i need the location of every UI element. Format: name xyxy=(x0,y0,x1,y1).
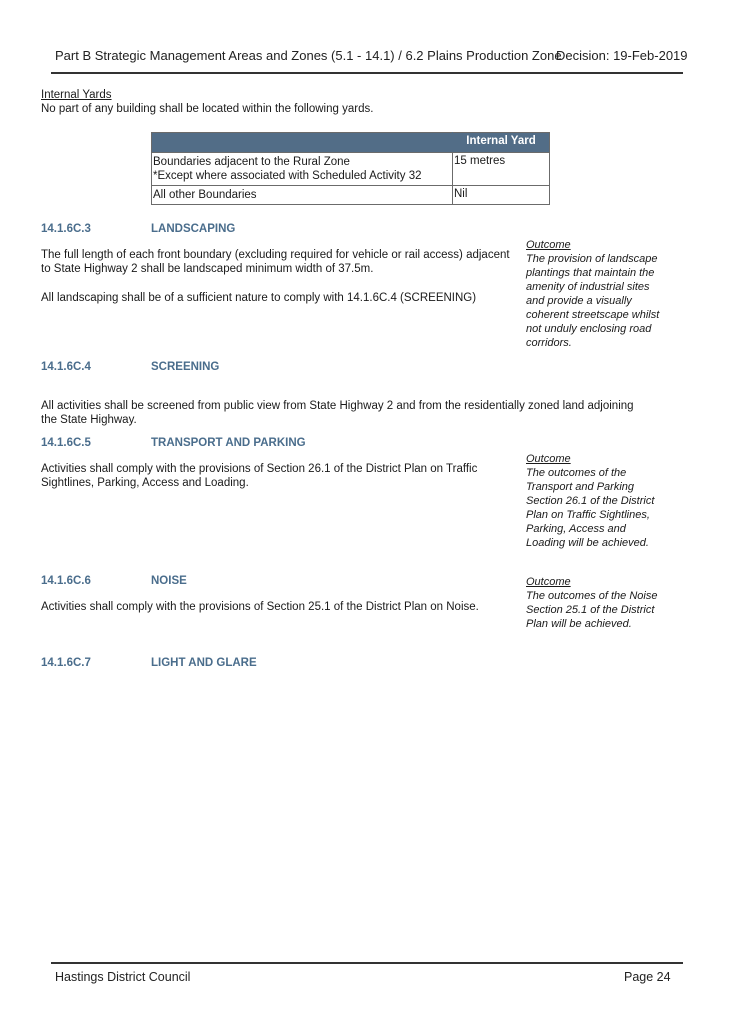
section-id-light: 14.1.6C.7 xyxy=(41,657,91,669)
transport-outcome xyxy=(526,452,666,550)
header-decision-date: Decision: 19-Feb-2019 xyxy=(556,48,688,63)
table-column-header: Internal Yard xyxy=(453,133,550,153)
screening-paragraph-1: All activities shall be screened from public view from State Highway 2 and from the residentially zoned land adjoining the State Highway. xyxy=(41,400,634,426)
internal-yards-table xyxy=(151,132,550,205)
table-cell-boundary: All other Boundaries xyxy=(152,186,453,205)
header-title: Part B Strategic Management Areas and Zones (5.1 - 14.1) / 6.2 Plains Production Zone xyxy=(55,48,562,63)
table-cell-value: Nil xyxy=(453,186,550,205)
outcome-text: The provision of landscape plantings that maintain the amenity of industrial sites and provide a visually coherent streetscape whilst not unduly enclosing road corridors. xyxy=(526,253,660,349)
table-header-blank xyxy=(152,133,453,153)
landscaping-paragraph-1: The full length of each front boundary (excluding required for vehicle or rail access) adjacent to State Highway 2 shall be landscaped minimum width of 37.5m. xyxy=(41,249,510,275)
section-title-noise: NOISE xyxy=(151,575,187,587)
noise-outcome xyxy=(526,575,666,631)
section-id-noise: 14.1.6C.6 xyxy=(41,575,91,587)
table-cell-line: *Except where associated with Scheduled Activity 32 xyxy=(153,170,422,182)
outcome-text: The outcomes of the Noise Section 25.1 of the District Plan will be achieved. xyxy=(526,590,658,630)
header-divider xyxy=(51,72,683,74)
outcome-label: Outcome xyxy=(526,239,571,251)
table-header-row xyxy=(152,133,550,153)
transport-paragraph-1: Activities shall comply with the provisions of Section 26.1 of the District Plan on Traffic Sightlines, Parking, Access and Loading. xyxy=(41,463,478,489)
section-id-landscaping: 14.1.6C.3 xyxy=(41,223,91,235)
landscaping-paragraph-2: All landscaping shall be of a sufficient nature to comply with 14.1.6C.4 (SCREENING) xyxy=(41,292,477,304)
section-id-transport: 14.1.6C.5 xyxy=(41,437,91,449)
footer-divider xyxy=(51,962,683,964)
table-row xyxy=(152,153,550,186)
footer-page-number: Page 24 xyxy=(624,970,671,984)
table-cell-line: Boundaries adjacent to the Rural Zone xyxy=(153,156,350,168)
outcome-label: Outcome xyxy=(526,576,571,588)
internal-yards-intro: No part of any building shall be located within the following yards. xyxy=(41,103,374,115)
table-cell-boundary xyxy=(152,153,453,186)
noise-paragraph-1: Activities shall comply with the provisions of Section 25.1 of the District Plan on Noise. xyxy=(41,601,479,613)
table-row xyxy=(152,186,550,205)
internal-yards-heading: Internal Yards xyxy=(41,89,112,101)
section-title-landscaping: LANDSCAPING xyxy=(151,223,236,235)
section-id-screening: 14.1.6C.4 xyxy=(41,361,91,373)
table-cell-value: 15 metres xyxy=(453,153,550,186)
outcome-label: Outcome xyxy=(526,453,571,465)
section-title-screening: SCREENING xyxy=(151,361,220,373)
landscaping-outcome xyxy=(526,238,666,350)
footer-council: Hastings District Council xyxy=(55,970,191,984)
section-title-transport: TRANSPORT AND PARKING xyxy=(151,437,306,449)
section-title-light: LIGHT AND GLARE xyxy=(151,657,257,669)
outcome-text: The outcomes of the Transport and Parking Section 26.1 of the District Plan on Traffic Sightlines, Parking, Access and Loading will be achieved. xyxy=(526,467,655,549)
